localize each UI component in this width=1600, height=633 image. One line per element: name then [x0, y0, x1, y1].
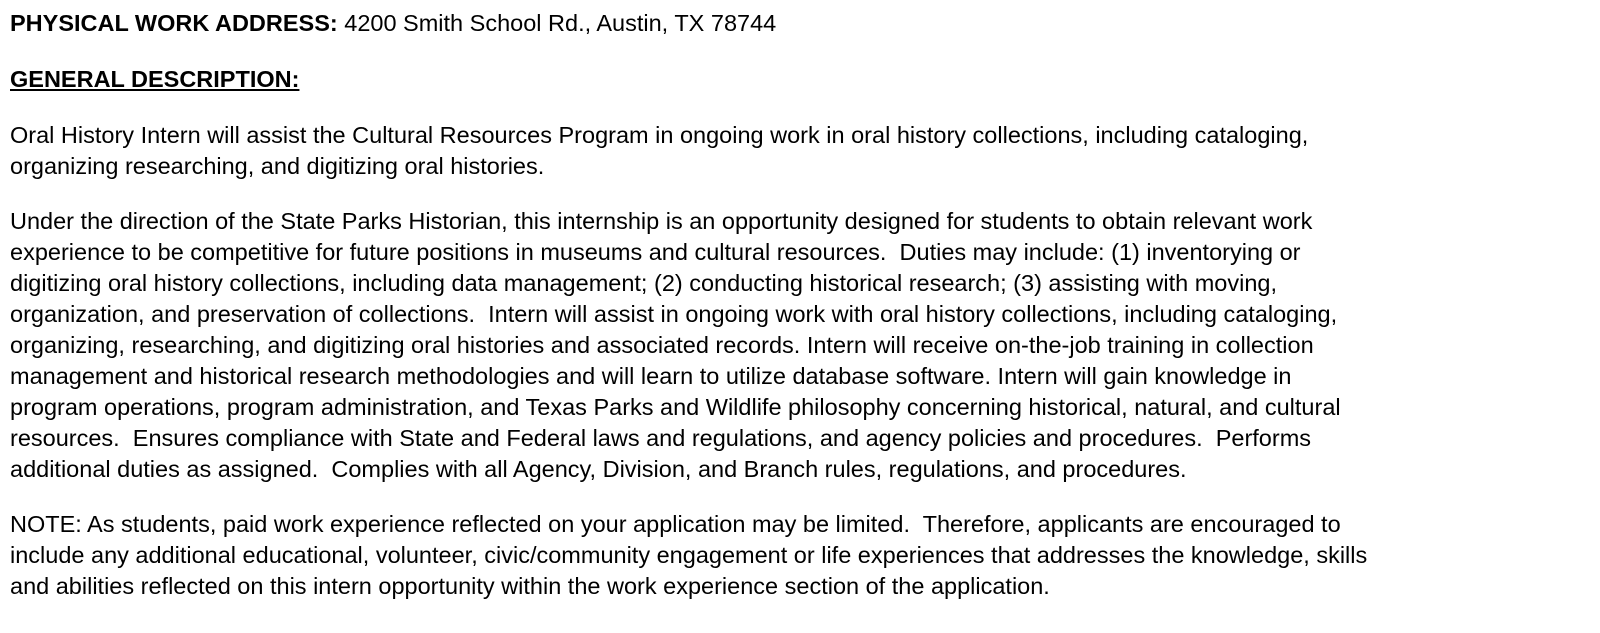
paragraph-line: organizing researching, and digitizing oral histories. — [10, 153, 545, 179]
note-paragraph — [10, 509, 1590, 602]
paragraph-line: organizing, researching, and digitizing oral histories and associated records. Intern will receive on-the-job training in collection — [10, 332, 1314, 358]
document — [10, 8, 1590, 602]
paragraph-line: organization, and preservation of collections. Intern will assist in ongoing work with oral history collections, including cataloging, — [10, 301, 1338, 327]
address-value: 4200 Smith School Rd., Austin, TX 78744 — [337, 10, 777, 36]
paragraph-line: Under the direction of the State Parks Historian, this internship is an opportunity designed for students to obtain relevant work — [10, 208, 1313, 234]
paragraph-line: NOTE: As students, paid work experience reflected on your application may be limited. Therefore, applicants are encouraged to — [10, 511, 1341, 537]
paragraph-line: and abilities reflected on this intern opportunity within the work experience section of the application. — [10, 573, 1050, 599]
paragraph-line: additional duties as assigned. Complies with all Agency, Division, and Branch rules, regulations, and procedures. — [10, 456, 1187, 482]
paragraph-line: Oral History Intern will assist the Cultural Resources Program in ongoing work in oral history collections, including cataloging, — [10, 122, 1309, 148]
general-description-heading: GENERAL DESCRIPTION: — [10, 66, 300, 92]
paragraph-line: management and historical research methodologies and will learn to utilize database software. Intern will gain knowledge in — [10, 363, 1292, 389]
paragraph-line: include any additional educational, volunteer, civic/community engagement or life experiences that addresses the knowledge, skills — [10, 542, 1368, 568]
intro-paragraph — [10, 120, 1590, 182]
paragraph-line: digitizing oral history collections, including data management; (2) conducting historical research; (3) assisting with moving, — [10, 270, 1277, 296]
paragraph-line: program operations, program administration, and Texas Parks and Wildlife philosophy concerning historical, natural, and cultural — [10, 394, 1341, 420]
paragraph-line: resources. Ensures compliance with State and Federal laws and regulations, and agency policies and procedures. Performs — [10, 425, 1312, 451]
duties-paragraph — [10, 206, 1590, 485]
address-line — [10, 8, 1590, 39]
address-label: PHYSICAL WORK ADDRESS: — [10, 10, 338, 36]
paragraph-line: experience to be competitive for future positions in museums and cultural resources. Duties may include: (1) inventorying or — [10, 239, 1301, 265]
